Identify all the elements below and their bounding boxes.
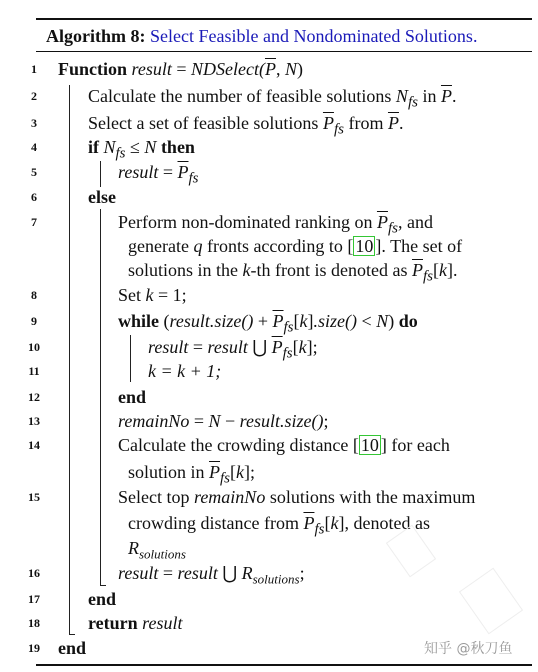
var: k	[145, 285, 154, 305]
subscript: fs	[422, 268, 433, 285]
method: .size()	[313, 311, 358, 331]
line-text: while (result.size() + $\overline{P}_{fs}[k].size() < N$) do	[118, 311, 418, 336]
var: $\overline{P}$	[387, 113, 399, 133]
var: k	[439, 260, 447, 280]
keyword: end	[88, 589, 117, 609]
method: .size()	[209, 311, 254, 331]
line-number: 19	[28, 641, 40, 655]
op: ⋃	[217, 563, 242, 583]
line-text	[118, 485, 475, 509]
subscript: fs	[115, 145, 126, 162]
var: result	[118, 563, 159, 583]
line-7-cont-1	[0, 234, 538, 258]
subscript: fs	[283, 319, 294, 336]
text: solution in	[128, 462, 210, 482]
line-number: 17	[28, 592, 40, 606]
var: $\overline{P}$	[177, 162, 189, 182]
var: $\overline{P}$	[209, 462, 221, 482]
citation-link[interactable]: 10	[360, 435, 379, 455]
line-15-cont-2	[0, 536, 538, 560]
line-text: crowding distance from $\overline{P}_{fs}[k]$, denoted as	[128, 513, 430, 538]
var: N	[284, 59, 297, 79]
line-13	[0, 409, 538, 433]
var: remainNo	[118, 411, 190, 431]
op: =	[158, 563, 178, 583]
subscript: solutions	[252, 571, 300, 587]
var: result	[177, 563, 218, 583]
var: $\overline{P}$	[271, 337, 283, 357]
keyword: end	[118, 387, 147, 407]
var: result	[169, 311, 210, 331]
text: in	[417, 86, 441, 106]
line-number: 4	[31, 140, 37, 154]
line-text	[88, 185, 116, 209]
line-16	[0, 561, 538, 585]
line-text: Calculate the number of feasible solutions $N_{fs}$ in $\overline{P}$.	[88, 86, 457, 111]
line-number: 1	[31, 62, 37, 76]
algorithm-title: Select Feasible and Nondominated Solutions.	[149, 26, 478, 46]
line-text: solution in $\overline{P}_{fs}[k]$;	[128, 462, 256, 487]
op: +	[253, 311, 273, 331]
var: result	[207, 337, 248, 357]
var: k	[298, 337, 307, 357]
var: k	[148, 361, 156, 381]
var: R	[241, 563, 253, 583]
line-15	[0, 485, 538, 509]
var: N	[208, 411, 221, 431]
subscript: fs	[314, 521, 325, 538]
text: , and	[397, 212, 433, 232]
var: k	[299, 311, 308, 331]
subscript: fs	[333, 121, 344, 138]
line-6	[0, 185, 538, 209]
line-text	[148, 359, 221, 383]
op: =	[188, 337, 208, 357]
line-text	[88, 587, 116, 611]
var: R	[128, 538, 139, 558]
op: ⋃	[247, 337, 272, 357]
text: crowding distance from	[128, 513, 304, 533]
text: from	[343, 113, 388, 133]
line-18	[0, 611, 538, 635]
subscript: fs	[220, 470, 231, 487]
text: Calculate the crowding distance	[118, 435, 353, 455]
keyword: then	[160, 137, 195, 157]
line-14-cont	[0, 460, 538, 487]
top-rule	[36, 18, 532, 20]
line-number: 3	[31, 116, 37, 130]
algorithm-label: Algorithm 8:	[46, 26, 146, 46]
line-7	[0, 210, 538, 237]
var: $\overline{P}$	[376, 212, 388, 232]
subscript: fs	[282, 345, 293, 362]
line-number: 2	[31, 89, 37, 103]
line-text: Calculate the crowding distance [ 10 ] for each	[118, 435, 450, 455]
line-8	[0, 283, 538, 307]
line-number: 16	[28, 566, 40, 580]
op: <	[357, 311, 377, 331]
var: remainNo	[193, 487, 266, 507]
line-number: 9	[31, 314, 37, 328]
var: $\overline{P}$	[322, 113, 334, 133]
line-number: 12	[28, 390, 40, 404]
text: solutions in the	[128, 260, 243, 280]
line-number: 10	[28, 340, 40, 354]
text: Set	[118, 285, 146, 305]
op: −	[220, 411, 240, 431]
var: result	[142, 613, 183, 633]
line-4	[0, 135, 538, 162]
line-7-cont-2	[0, 258, 538, 285]
line-number: 18	[28, 616, 40, 630]
text: solutions with the maximum	[265, 487, 476, 507]
line-text	[118, 385, 146, 409]
var: k	[330, 513, 339, 533]
line-number: 8	[31, 288, 37, 302]
keyword: while	[118, 311, 160, 331]
var: N	[376, 311, 389, 331]
text: = 1;	[153, 285, 187, 305]
var: result	[118, 162, 159, 182]
text: generate	[128, 236, 194, 256]
line-number: 7	[31, 215, 37, 229]
var: N	[144, 137, 157, 157]
var: N	[103, 137, 116, 157]
var: $\overline{P}$	[411, 260, 423, 280]
subscript: solutions	[139, 546, 186, 562]
keyword: else	[88, 187, 116, 207]
caption-rule	[36, 51, 532, 52]
line-text: solutions in the k-th front is denoted as $\overline{P}_{fs}[k]$.	[128, 260, 458, 285]
text: Select a set of feasible solutions	[88, 113, 323, 133]
keyword: if	[88, 137, 99, 157]
var: result	[131, 59, 172, 79]
line-text: generate q fronts according to [ 10 ]. The set of	[128, 236, 463, 256]
op: =	[189, 411, 209, 431]
line-text: Select a set of feasible solutions $\overline{P}_{fs}$ from $\overline{P}$.	[88, 113, 404, 138]
citation-link[interactable]: 10	[355, 236, 374, 256]
line-number: 13	[28, 414, 40, 428]
line-3	[0, 111, 538, 138]
var: $\overline{P}$	[303, 513, 315, 533]
text: -th front is denoted as	[250, 260, 412, 280]
line-17	[0, 587, 538, 611]
var: $\overline{P}$	[264, 59, 276, 79]
line-number: 15	[28, 490, 40, 504]
text: , denoted as	[344, 513, 430, 533]
text: Calculate the number of feasible solutions	[88, 86, 396, 106]
var: k	[242, 260, 251, 280]
line-number: 11	[28, 364, 40, 378]
var: k	[236, 462, 245, 482]
subscript: fs	[387, 220, 398, 237]
line-text	[118, 283, 187, 307]
line-2	[0, 84, 538, 111]
var: q	[193, 236, 203, 256]
text: for each	[386, 435, 450, 455]
line-5	[0, 160, 538, 187]
op: ≤	[125, 137, 145, 157]
else-block-hook	[100, 585, 106, 586]
keyword: end	[58, 638, 87, 658]
watermark: 知乎 @秋刀鱼	[424, 641, 513, 657]
subscript: fs	[407, 94, 418, 111]
line-11	[0, 359, 538, 383]
line-text	[58, 636, 86, 660]
var: $\overline{P}$	[440, 86, 452, 106]
method: .size()	[280, 411, 324, 431]
keyword: return	[88, 613, 138, 633]
expr: = k + 1;	[156, 361, 222, 381]
line-12	[0, 385, 538, 409]
line-number: 14	[28, 438, 40, 452]
line-text: remainNo = N − result.size();	[118, 411, 329, 431]
keyword: Function	[58, 59, 128, 79]
text: . The set of	[381, 236, 463, 256]
keyword: do	[398, 311, 418, 331]
var: N	[395, 86, 408, 106]
line-15-cont-1	[0, 511, 538, 538]
op: =	[158, 162, 178, 182]
line-number: 6	[31, 190, 37, 204]
line-text	[88, 611, 183, 635]
text: fronts according to	[202, 236, 348, 256]
algorithm-caption	[46, 25, 477, 47]
line-text: result = result ⋃ $\overline{P}_{fs}[k]$;	[148, 337, 318, 362]
func-name: NDSelect(	[191, 59, 265, 79]
line-text: result = result ⋃ $R_{solutions}$;	[118, 563, 305, 587]
var: result	[239, 411, 281, 431]
text: Perform non-dominated ranking on	[118, 212, 377, 232]
line-1	[0, 57, 538, 81]
line-number: 5	[31, 165, 37, 179]
var: $\overline{P}$	[272, 311, 284, 331]
subscript: fs	[188, 170, 199, 187]
line-9	[0, 309, 538, 336]
text: Select top	[118, 487, 194, 507]
op: =	[171, 59, 192, 79]
line-14	[0, 433, 538, 457]
line-text: Function result = $NDSelect(\overline{P}$, N)	[58, 59, 303, 79]
bottom-rule	[36, 664, 532, 666]
line-10	[0, 335, 538, 362]
var: result	[148, 337, 189, 357]
